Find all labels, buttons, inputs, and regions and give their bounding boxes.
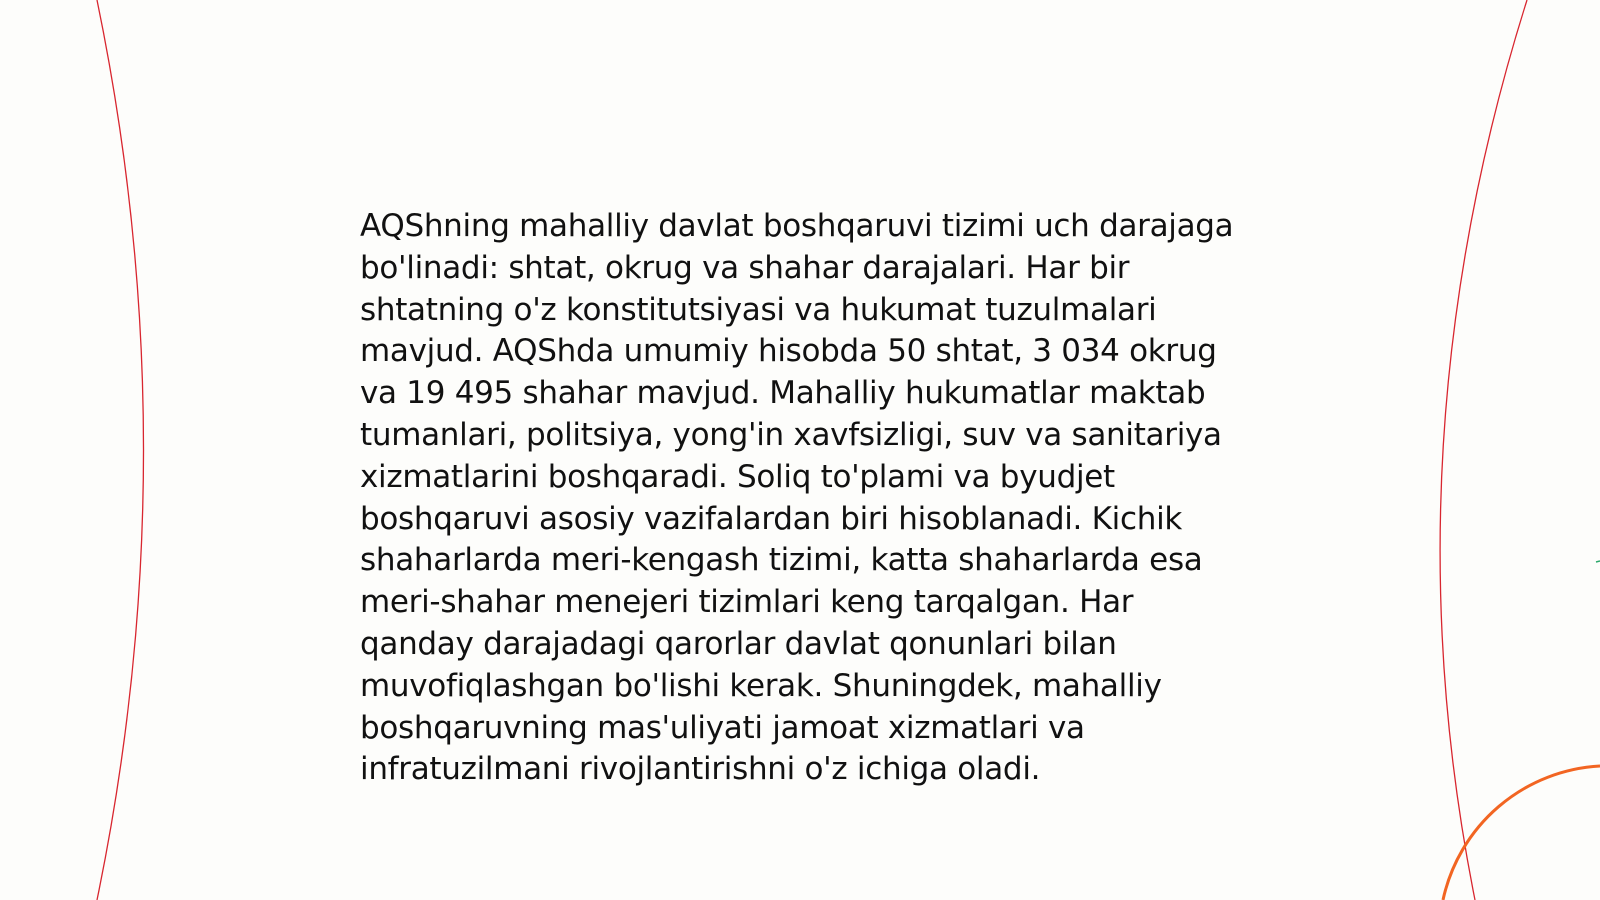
body-paragraph: AQShning mahalliy davlat boshqaruvi tizimi uch darajaga bo'linadi: shtat, okrug va shahar darajalari. Har bir shtatning o'z konstitutsiyasi va hukumat tuzulmalari mavjud. AQShda umumiy hisobda 50 shtat, 3 034 okrug va 19 495 shahar mavjud. Mahalliy hukumatlar maktab tumanlari, politsiya, yong'in xavfsizligi, suv va sanitariya xizmatlarini boshqaradi. Soliq to'plami va byudjet boshqaruvi asosiy vazifalardan biri hisoblanadi. Kichik shaharlarda meri-kengash tizimi, katta shaharlarda esa meri-shahar menejeri tizimlari keng tarqalgan. Har qanday darajadagi qarorlar davlat qonunlari bilan muvofiqlashgan bo'lishi kerak. Shuningdek, mahalliy boshqaruvning mas'uliyati jamoat xizmatlari va infratuzilmani rivojlantirishni o'z ichiga oladi.: [360, 208, 1234, 788]
bottom-right-arc: [1443, 766, 1600, 900]
right-edge-tick: [1596, 561, 1600, 562]
left-curve-line: [97, 0, 144, 900]
right-curve-line: [1440, 0, 1527, 900]
